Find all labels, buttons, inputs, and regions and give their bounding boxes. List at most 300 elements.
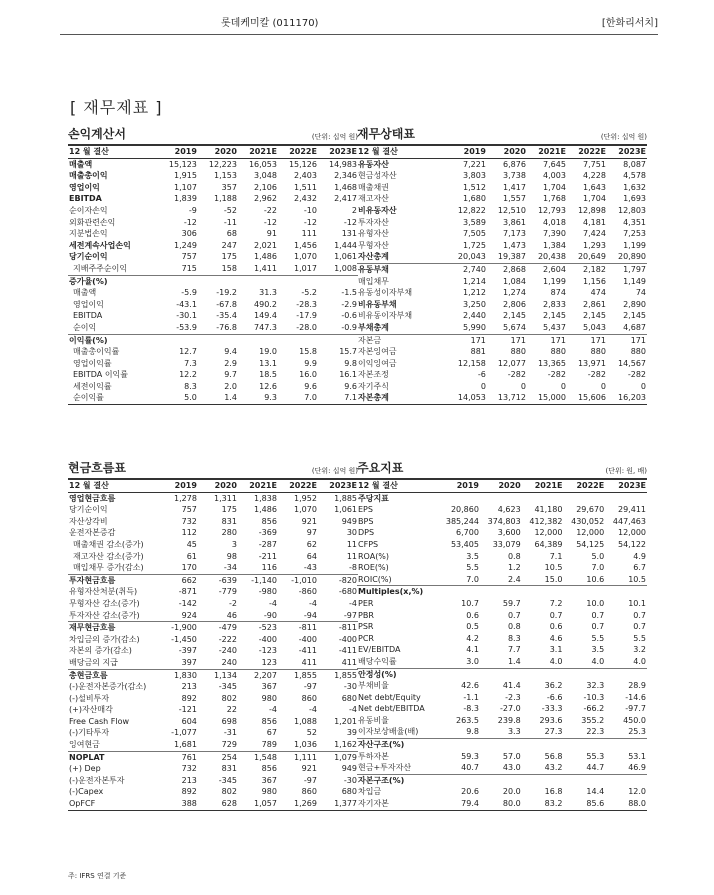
cell-value: 6.7	[633, 563, 646, 573]
cell-value: 9.7	[224, 370, 237, 380]
cell-value: -11	[223, 217, 237, 227]
cell-value	[563, 586, 605, 598]
cell-value: 20,860	[450, 505, 479, 515]
table-row	[357, 205, 647, 217]
cell-value: 171	[487, 334, 527, 346]
cell-value: 85.6	[563, 798, 605, 810]
row-label: 자산구조(%)	[357, 739, 438, 751]
cell-value	[438, 739, 480, 751]
cell-value: -76.8	[216, 322, 237, 332]
cell-value: 12.2	[179, 370, 197, 380]
section-title: 재무상태표	[357, 127, 415, 141]
table-row	[357, 182, 647, 194]
table-row	[357, 193, 647, 205]
row-label: ROA(%)	[358, 551, 390, 561]
cell-value	[480, 774, 522, 786]
cell-value	[563, 668, 605, 680]
cell-value: 10.5	[544, 563, 563, 573]
table-row	[357, 504, 647, 516]
cell-value: 0	[520, 381, 526, 391]
cell-value	[563, 739, 605, 751]
row-label: 자기주식	[358, 381, 389, 391]
row-label: 자산총계	[358, 252, 389, 262]
cell-value: 1,249	[174, 240, 197, 250]
cell-value	[278, 275, 318, 287]
cell-value: -30	[343, 775, 357, 785]
row-label: CFPS	[358, 539, 379, 549]
cell-value: 9.6	[344, 381, 357, 391]
financial-table	[68, 478, 358, 811]
cell-value: 39	[346, 728, 357, 738]
table-row	[357, 276, 647, 288]
cell-value: 2,207	[238, 669, 278, 681]
cell-value: 15.0	[544, 574, 563, 584]
cell-value: -282	[627, 370, 646, 380]
row-label: 유동비율	[358, 715, 389, 725]
cell-value: 1,456	[294, 240, 317, 250]
page-header	[0, 14, 714, 34]
row-label: 유형자산처분(취득)	[69, 587, 138, 597]
cell-value: -811	[278, 622, 318, 634]
cell-value: 2,890	[623, 299, 646, 309]
cell-value	[605, 774, 647, 786]
cell-value: -2.9	[341, 299, 357, 309]
table-row	[357, 516, 647, 528]
cell-value: 2.4	[507, 574, 521, 584]
row-label: PSR	[358, 622, 374, 632]
unit-label: (단위: 십억 원)	[311, 133, 358, 141]
page-title: [ 재무제표 ]	[70, 98, 163, 117]
cell-value: 20.6	[461, 787, 479, 797]
cell-value: 1,061	[334, 252, 357, 262]
cell-value: 3.5	[591, 645, 605, 655]
cell-value: 13,971	[577, 358, 606, 368]
column-header-label: 12 월 결산	[357, 479, 438, 492]
row-label: 자기자본	[357, 798, 438, 810]
cell-value: 14,053	[447, 392, 487, 404]
cell-value: 28.9	[628, 681, 646, 691]
cell-value: 7,645	[543, 159, 566, 169]
cell-value: 6,876	[503, 159, 526, 169]
cell-value: 98	[226, 551, 237, 561]
cell-value: 59.7	[502, 598, 521, 608]
cell-value: 856	[261, 716, 277, 726]
cell-value	[522, 774, 564, 786]
key-indicators-section	[357, 460, 647, 811]
table-row	[68, 193, 358, 205]
cell-value: 411	[301, 657, 317, 667]
cell-value: -2.3	[505, 692, 521, 702]
row-label: 매출총이익률	[73, 347, 120, 357]
cell-value: -282	[507, 370, 526, 380]
table-row	[357, 644, 647, 656]
cell-value: 7,751	[583, 159, 606, 169]
row-label: 매출채권	[358, 182, 389, 192]
cell-value: 13.1	[259, 358, 277, 368]
cell-value: 1,153	[214, 171, 237, 181]
cell-value: 53.1	[628, 751, 646, 761]
table-row	[357, 786, 647, 798]
cell-value: 280	[221, 528, 237, 538]
cell-value: 12,158	[457, 358, 486, 368]
cell-value: -14.6	[625, 692, 646, 702]
row-label: 잉여현금	[69, 740, 100, 750]
table-row	[68, 158, 358, 170]
cell-value: 59.3	[461, 751, 479, 761]
cell-value	[605, 492, 647, 504]
cell-value: 171	[447, 334, 487, 346]
cell-value: 2,145	[583, 311, 606, 321]
balance-sheet-section	[357, 126, 647, 405]
table-row	[68, 751, 358, 763]
header-divider	[60, 34, 658, 35]
table-row	[68, 693, 358, 705]
unit-label: (단위: 원, 배)	[605, 467, 647, 475]
table-row	[68, 381, 358, 393]
cell-value: 1,512	[463, 182, 486, 192]
cell-value: -523	[238, 622, 278, 634]
row-label: 부채총계	[358, 322, 389, 332]
cell-value: -1.5	[341, 288, 357, 298]
cell-value: -142	[178, 598, 197, 608]
cell-value: 1,681	[174, 740, 197, 750]
table-row	[357, 263, 647, 275]
cell-value: 2,346	[334, 171, 357, 181]
cell-value	[480, 739, 522, 751]
row-label: 당기순이익	[69, 505, 108, 515]
cell-value: 1,855	[318, 669, 358, 681]
table-header-row	[68, 145, 358, 158]
column-header-label: 12 월 결산	[357, 145, 447, 158]
cell-value: 1,411	[254, 263, 277, 273]
cell-value: -4	[268, 598, 277, 608]
table-row	[68, 205, 358, 217]
cell-value: 79.4	[438, 798, 480, 810]
cell-value: 12,510	[497, 205, 526, 215]
cell-value: -5.2	[301, 288, 317, 298]
table-row	[357, 798, 647, 810]
cell-value: 2,868	[487, 263, 527, 275]
row-label: 이익잉여금	[358, 358, 397, 368]
table-row	[68, 263, 358, 275]
row-label: 자본총계	[357, 392, 447, 404]
table-row	[68, 763, 358, 775]
cell-value: 12,000	[534, 528, 563, 538]
cell-value: -639	[198, 574, 238, 586]
table-row	[68, 358, 358, 370]
cell-value: 12,822	[457, 205, 486, 215]
cell-value: -411	[338, 646, 357, 656]
table-row	[357, 170, 647, 182]
cell-value: -4	[268, 705, 277, 715]
column-header-year: 2022E	[563, 479, 605, 492]
column-header-year: 2023E	[318, 145, 358, 158]
cell-value: 0.7	[591, 610, 605, 620]
cell-value: -211	[258, 551, 277, 561]
row-label: 비유동자산	[358, 205, 397, 215]
cell-value: -17.9	[296, 311, 317, 321]
cell-value: 7,424	[583, 229, 606, 239]
table-row	[68, 727, 358, 739]
table-row	[357, 369, 647, 381]
cell-value: 19.0	[259, 347, 277, 357]
cell-value: 921	[301, 764, 317, 774]
row-label: 순이익률	[68, 392, 158, 404]
cell-value: 10.7	[461, 598, 479, 608]
cell-value: 171	[527, 334, 567, 346]
row-label: 매출총이익	[69, 171, 108, 181]
table-row	[68, 217, 358, 229]
row-label: EBITDA	[69, 194, 102, 204]
table-header-row	[68, 479, 358, 492]
cell-value: 4,003	[543, 171, 566, 181]
table-row	[357, 322, 647, 334]
cell-value: 1,384	[543, 240, 566, 250]
cell-value: 1,162	[334, 740, 357, 750]
row-label: 배당금의 지급	[69, 657, 118, 667]
cell-value: 7.2	[549, 598, 563, 608]
cell-value: 880	[590, 347, 606, 357]
cell-value: -97	[303, 682, 317, 692]
cell-value: 1,548	[238, 751, 278, 763]
row-label: 자본구조(%)	[357, 774, 438, 786]
cell-value: 240	[221, 657, 237, 667]
cell-value: 1,839	[174, 194, 197, 204]
cell-value: 1.4	[198, 392, 238, 404]
cell-value: 357	[221, 182, 237, 192]
cell-value: 54,122	[618, 539, 646, 549]
cell-value: 1,444	[334, 240, 357, 250]
section-title: 현금흐름표	[68, 461, 126, 475]
cell-value: 1,797	[607, 263, 647, 275]
cell-value	[480, 668, 522, 680]
cell-value: 22.3	[586, 727, 605, 737]
cell-value: -5.9	[181, 288, 197, 298]
cell-value: 1,704	[543, 182, 566, 192]
cell-value: 7,221	[463, 159, 486, 169]
cell-value	[522, 492, 564, 504]
cell-value: 5.0	[158, 392, 198, 404]
cell-value: 1,632	[623, 182, 646, 192]
row-label: 자산상각비	[69, 516, 108, 526]
cell-value: 4,578	[623, 171, 646, 181]
cell-value: 1,473	[503, 240, 526, 250]
column-header-year: 2023E	[607, 145, 647, 158]
row-label: 이익률(%)	[68, 334, 158, 346]
cell-value: 7.0	[591, 563, 605, 573]
row-label: 영업이익	[69, 182, 100, 192]
cell-value: 1,212	[463, 288, 486, 298]
cell-value: 1,311	[214, 493, 237, 503]
cell-value: 2,806	[503, 299, 526, 309]
cell-value: 1,057	[238, 798, 278, 810]
row-label: (-)Capex	[69, 787, 104, 797]
row-label: Net debt/EBITDA	[358, 704, 425, 714]
row-label: (-)운전자본투자	[69, 775, 125, 785]
cell-value: -479	[198, 622, 238, 634]
cell-value: 0	[640, 381, 646, 391]
table-row	[357, 726, 647, 738]
row-label: 외화관련손익	[69, 217, 116, 227]
cell-value: 16.0	[299, 370, 317, 380]
cell-value: 64,389	[534, 539, 563, 549]
row-label: Free Cash Flow	[69, 716, 130, 726]
cell-value: -19.2	[216, 288, 237, 298]
cell-value	[438, 586, 480, 598]
cell-value: 15,123	[168, 159, 197, 169]
cell-value: -4	[308, 598, 317, 608]
cell-value: 3,048	[254, 171, 277, 181]
cell-value	[522, 739, 564, 751]
cell-value: 1,643	[583, 182, 606, 192]
cell-value: 1.4	[507, 656, 521, 666]
cell-value: 1,278	[174, 493, 197, 503]
cell-value: 7.0	[278, 392, 318, 404]
cell-value: 16.8	[544, 787, 563, 797]
cell-value: 14,567	[618, 358, 646, 368]
row-label: 부채비율	[358, 681, 389, 691]
row-label: 유동부채	[357, 263, 447, 275]
cell-value: 856	[261, 764, 277, 774]
cell-value: 367	[261, 775, 277, 785]
table-row	[68, 275, 358, 287]
cell-value: 7,173	[503, 229, 526, 239]
column-header-year: 2021E	[527, 145, 567, 158]
cell-value: 2,403	[294, 171, 317, 181]
table-row	[357, 287, 647, 299]
cell-value: 15.8	[299, 347, 317, 357]
cell-value: 9.8	[466, 727, 479, 737]
cell-value: 2.9	[224, 358, 237, 368]
row-label: 투자현금흐름	[68, 574, 158, 586]
cell-value: -123	[258, 646, 277, 656]
column-header-year: 2019	[447, 145, 487, 158]
table-row	[68, 739, 358, 751]
table-row	[68, 240, 358, 252]
cell-value: 11	[346, 551, 357, 561]
cell-value: -9	[188, 205, 197, 215]
table-row	[68, 527, 358, 539]
cell-value: -8	[349, 563, 357, 573]
cell-value: 213	[181, 775, 197, 785]
cell-value: 2,440	[463, 311, 486, 321]
cell-value: 0.6	[549, 622, 563, 632]
column-header-year: 2023E	[605, 479, 647, 492]
table-row	[68, 586, 358, 598]
cell-value: 1,704	[583, 194, 606, 204]
column-header-year: 2020	[198, 145, 238, 158]
cell-value: 53,405	[450, 539, 479, 549]
cell-value: 1,088	[294, 716, 317, 726]
cell-value: 254	[198, 751, 238, 763]
cell-value	[318, 334, 358, 346]
cell-value: 12,223	[208, 159, 237, 169]
cell-value: -12	[183, 217, 197, 227]
cell-value: 62	[306, 539, 317, 549]
table-row	[357, 621, 647, 633]
cell-value: 4.1	[466, 645, 479, 655]
row-label: 당기순이익	[69, 252, 108, 262]
cell-value: 8.3	[507, 633, 521, 643]
cell-value: 880	[630, 347, 646, 357]
table-row	[357, 751, 647, 763]
cell-value: -53.9	[176, 322, 197, 332]
table-row	[68, 704, 358, 716]
table-row	[357, 358, 647, 370]
cell-value: 43.2	[544, 763, 563, 773]
cell-value: -400	[298, 634, 317, 644]
cell-value: 397	[181, 657, 197, 667]
column-header-label: 12 월 결산	[68, 479, 158, 492]
cell-value: 388	[158, 798, 198, 810]
report-company-title: 롯데케미칼 (011170)	[221, 18, 319, 29]
cell-value: 1,557	[503, 194, 526, 204]
cell-value: 44.7	[586, 763, 605, 773]
cell-value: -820	[318, 574, 358, 586]
cell-value: 789	[261, 740, 277, 750]
cell-value: 74	[635, 288, 646, 298]
cell-value: -345	[218, 682, 237, 692]
table-row	[68, 346, 358, 358]
column-header-year: 2022E	[278, 145, 318, 158]
cell-value: 10.1	[628, 598, 646, 608]
cell-value: -400	[338, 634, 357, 644]
row-label: 유동자산	[358, 159, 389, 169]
cell-value: 892	[181, 693, 197, 703]
cell-value: 15.7	[339, 347, 357, 357]
row-label: EBITDA	[73, 311, 103, 321]
cell-value: 54,125	[576, 539, 605, 549]
cell-value: 55.3	[586, 751, 605, 761]
cell-value: 7.0	[466, 574, 479, 584]
table-row	[357, 633, 647, 645]
cell-value: -97	[303, 775, 317, 785]
cell-value: -27.0	[500, 704, 521, 714]
row-label: (+)자산매각	[69, 705, 113, 715]
cell-value: 10.0	[586, 598, 605, 608]
table-row	[357, 527, 647, 539]
cell-value: 1,008	[334, 263, 357, 273]
cell-value	[238, 275, 278, 287]
row-label: 순이자손익	[69, 205, 108, 215]
cell-value: 1,107	[174, 182, 197, 192]
cell-value: 10.5	[628, 574, 646, 584]
cell-value: 43.0	[502, 763, 521, 773]
cell-value: 1,036	[294, 740, 317, 750]
cell-value: -90	[263, 610, 277, 620]
cell-value: 3,861	[503, 217, 526, 227]
cell-value: 20,043	[457, 252, 486, 262]
table-row	[357, 610, 647, 622]
cell-value: 1,768	[543, 194, 566, 204]
table-row	[68, 492, 358, 504]
cell-value: 1,070	[294, 252, 317, 262]
cell-value: 171	[607, 334, 647, 346]
cell-value: 1,693	[623, 194, 646, 204]
cell-value: 761	[158, 751, 198, 763]
cell-value: 5.0	[591, 551, 605, 561]
cell-value: 980	[261, 693, 277, 703]
cell-value: 874	[550, 288, 566, 298]
table-row	[357, 158, 647, 170]
cell-value: -33.3	[541, 704, 563, 714]
table-row	[68, 681, 358, 693]
cell-value: -35.4	[216, 311, 237, 321]
cell-value: -10	[303, 205, 317, 215]
financial-table	[68, 144, 358, 405]
cell-value: 5,437	[543, 322, 566, 332]
cell-value: 1,149	[623, 276, 646, 286]
